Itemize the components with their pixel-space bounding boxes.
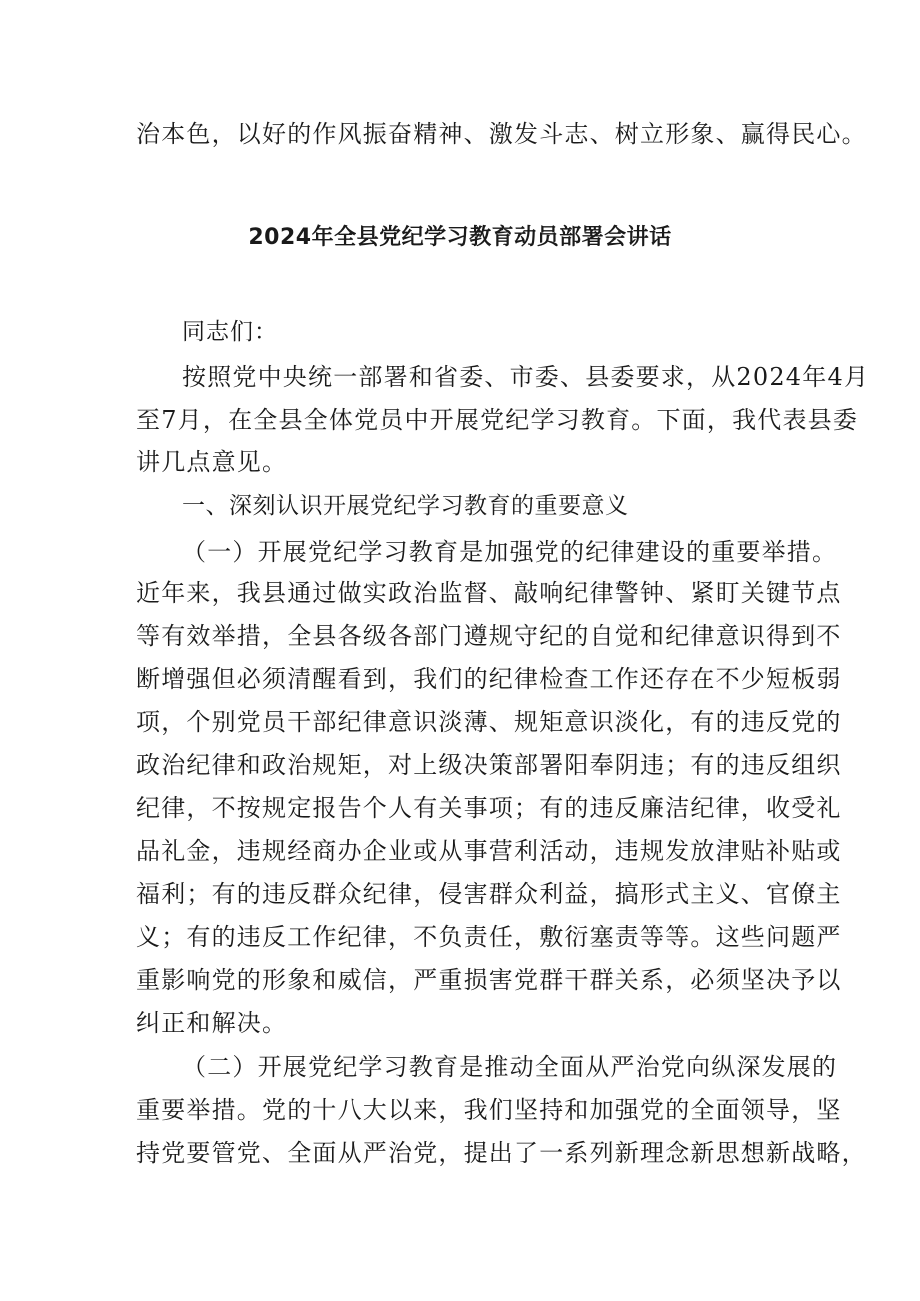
sub1-line-11: 重影响党的形象和威信，严重损害党群干群关系，必须坚决予以	[136, 966, 842, 994]
sub1-line-2: 近年来，我县通过做实政治监督、敲响纪律警钟、紧盯关键节点	[136, 579, 842, 607]
intro-line-1: 按照党中央统一部署和省委、市委、县委要求，从2024年4月	[182, 363, 870, 391]
sub1-line-4: 断增强但必须清醒看到，我们的纪律检查工作还存在不少短板弱	[136, 665, 842, 693]
document-title: 2024年全县党纪学习教育动员部署会讲话	[248, 225, 672, 250]
intro-line-2: 至7月，在全县全体党员中开展党纪学习教育。下面，我代表县委	[136, 406, 859, 434]
sub1-line-9: 福利；有的违反群众纪律，侵害群众利益，搞形式主义、官僚主	[136, 880, 842, 908]
intro-line-3: 讲几点意见。	[136, 448, 288, 476]
sub1-line-10: 义；有的违反工作纪律，不负责任，敷衍塞责等等。这些问题严	[136, 923, 842, 951]
sub2-line-2: 重要举措。党的十八大以来，我们坚持和加强党的全面领导，坚	[136, 1096, 842, 1124]
sub2-line-3: 持党要管党、全面从严治党，提出了一系列新理念新思想新战略，	[136, 1139, 867, 1167]
sub1-line-7: 纪律，不按规定报告个人有关事项；有的违反廉洁纪律，收受礼	[136, 794, 842, 822]
opening-line: 治本色，以好的作风振奋精神、激发斗志、树立形象、赢得民心。	[136, 120, 867, 148]
sub1-line-12: 纠正和解决。	[136, 1009, 288, 1037]
section-heading: 一、深刻认识开展党纪学习教育的重要意义	[182, 493, 629, 519]
sub1-line-6: 政治纪律和政治规矩，对上级决策部署阳奉阴违；有的违反组织	[136, 751, 842, 779]
greeting: 同志们：	[182, 319, 278, 345]
sub1-line-3: 等有效举措，全县各级各部门遵规守纪的自觉和纪律意识得到不	[136, 622, 842, 650]
sub2-line-1: （二）开展党纪学习教育是推动全面从严治党向纵深发展的	[182, 1053, 838, 1081]
sub1-line-1: （一）开展党纪学习教育是加强党的纪律建设的重要举措。	[182, 538, 838, 566]
sub1-line-5: 项，个别党员干部纪律意识淡薄、规矩意识淡化，有的违反党的	[136, 708, 842, 736]
sub1-line-8: 品礼金，违规经商办企业或从事营利活动，违规发放津贴补贴或	[136, 837, 842, 865]
